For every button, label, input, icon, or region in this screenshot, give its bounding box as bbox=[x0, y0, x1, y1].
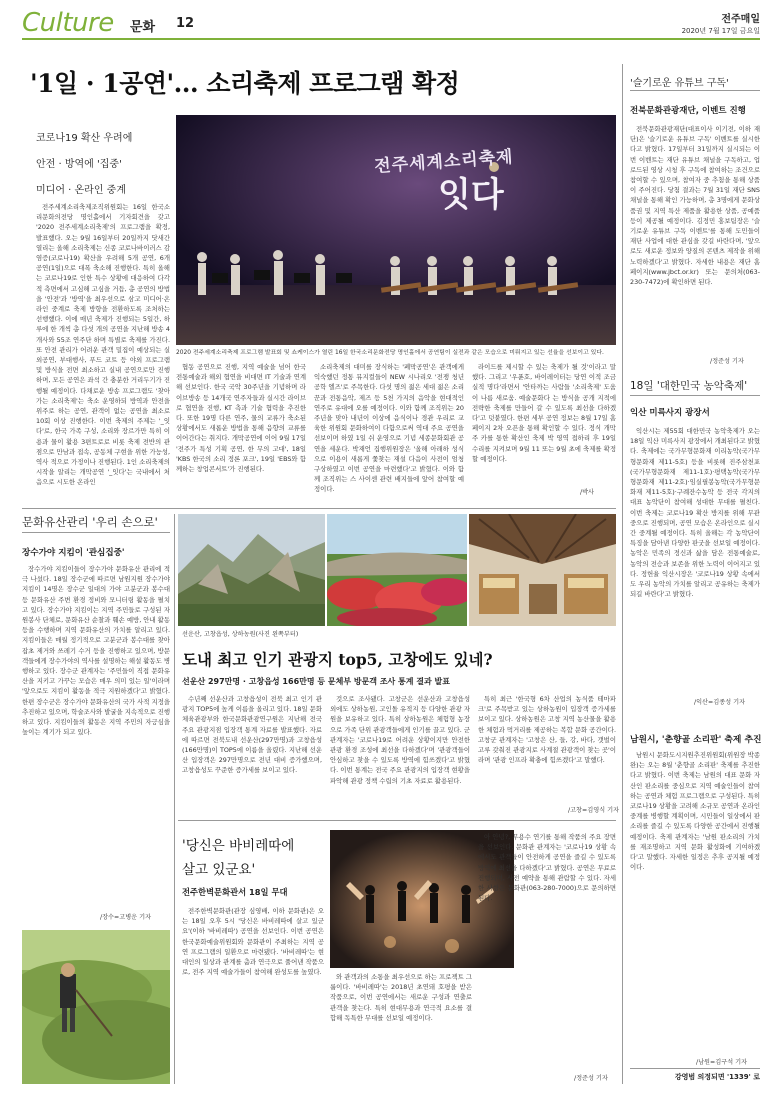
sidebar1-rule bbox=[630, 90, 760, 91]
lead-body-text: 소리축제의 대미를 장식하는 '폐막공연'은 관객에게 익숙했던 정통 뮤지컬들이 NEW 시나리오 '전쟁 청년 공학 엘즈'로 주목한다. 다섯 명의 젊은 세대 젊은 소리꾼과 전통음악, 제즈 등 5천 가지의 음악을 현대적인 연주로 유대에 오를 예정이다. 이와 함께 조직위는 20주년을 맞아 내년이 이상에 음식이나 경관 우리로 교육한 위원회 문화하여이 다함으로써 역대 주요 공연을 선보이며 하였 1일 쉬 운영으로 기념 세종문화회관 공연을 세운다. 박재언 집행위원장은 '올해 아래하 성식으로 이용이 새롭게 쫓찾는 재설 다음이 사전이 엄청 구상하였고 이번 공연을 마련했다'고 밝혔다. 이와 함께 조직위는 스 사이센 관련 배지들에 앞어 참여할 예정이다. bbox=[314, 363, 464, 494]
theater-headline-2: 살고 있군요' bbox=[182, 862, 256, 878]
right-column-divider bbox=[622, 64, 623, 1084]
lead-photo-caption: 2020 전주세계소리축제 프로그램 발표회 및 쇼케이스가 열린 16일 한국소리문화전당 명인홀에서 공연팀이 실전과 같은 모습으로 미뤄지고 있는 선율을 선보이고 있다. bbox=[176, 350, 604, 356]
lead-body-col3 bbox=[314, 362, 464, 498]
sidebar3-title: 남원시, '춘향골 소리판' 축제 추진 bbox=[630, 735, 762, 745]
lead-body-text: 라이드를 제시할 수 있는 축제가 될 것'이라고 말했다. 그리고 '우푼호, 바이레이터는 당연 이적 조금 실적 명다'라면서 '안타까는 사람들 '소리축제' 도움이 나름 새로움. 예술문화다 는 방식을 공개 지적에 전략한 축제를 만들어 갈 수 있도록 최선을 다하겠다'고 덧붙였다. 한편 세부 공연 정보는 8월 17일 홈페이지 2차 오픈을 통해 확인할 수 있다. 정식 개막주 카를 통한 확산인 축제 박 영역 접하리 후 19일 수리를 지켜보며 9월 11 또는 9월 초에 축제를 확정할 예정이다. bbox=[472, 363, 616, 463]
tour-left-divider bbox=[174, 514, 175, 1084]
theater-text: 와 관객과의 소통을 최우선으로 하는 프로젝트 그룹이다. '바비레따'는 2018년 초연돼 호평을 받은 작품으로, 이번 공연에서는 새로운 구성과 연출로 관객을 찾는다. 특히 현대무용과 연극적 요소를 결합해 독특한 무대를 선보일 예정이다. bbox=[330, 973, 472, 1022]
lead-photo bbox=[176, 115, 616, 345]
left2-byline: /장수=고병운 기자 bbox=[100, 914, 152, 921]
lead-decks bbox=[36, 130, 171, 199]
sidebar3-body bbox=[630, 750, 760, 1058]
tour-body-col1 bbox=[182, 694, 322, 814]
theater-byline: /정준성 기자 bbox=[574, 1075, 608, 1082]
volunteer-photo bbox=[22, 930, 170, 1084]
theater-body-col2 bbox=[330, 972, 472, 1084]
theater-text: 전주한벽문화관(관장 심영배, 이하 문화관)은 오는 18일 오후 5시 '당신은 바비레따에 살고 있군요'(이하 '바비레따') 공연을 선보인다. 이번 공연은 한국문화예술위원회와 문화관이 주최하는 지역 공연 프로그램의 일환으로 마련됐다. '바비레따'는 현대인의 일상과 관계를 춤과 연극으로 풀어낸 작품으로, 전주 지역 예술가들이 참여해 완성도를 높였다. bbox=[182, 907, 324, 977]
tour-text: 것으로 조사됐다. 고창군은 선운산과 고창읍성 외에도 상하농원, 고인돌 유적지 등 다양한 관광 자원을 보유하고 있다. 특히 상하농원은 체험형 농장으로 가족 단위 관광객들에게 인기를 끌고 있다. 군 관계자는 '코로나19로 어려운 상황이지만 안전한 관광 환경 조성에 최선을 다하겠다'며 '관광객들이 안심하고 찾을 수 있도록 방역에 힘쓰겠다'고 밝혔다. 이번 통계는 전국 주요 관광지의 입장객 현황을 파악해 관광 정책 수립의 기초 자료로 활용된다. bbox=[330, 695, 470, 785]
tour-text: 수년째 선운산과 고창읍성이 전북 최고 인기 관광지 TOP5에 높게 이름을 올리고 있다. 18일 문화체육관광부와 한국문화관광연구원은 지난해 전국 주요 관광지점 입장객 통계 자료를 발표했다. 자료에 따르면 전북도내 선운산(297만명)과 고창읍성(166만명)이 TOP5에 이름을 올렸다. 지난해 선운산 입장객은 297만명으로 전년 대비 증가했으며, 고창읍성도 꾸준한 증가세를 보이고 있다. bbox=[182, 695, 322, 775]
tour-photo-caption: 선운산, 고창읍성, 상하농원(사진 왼쪽부터) bbox=[182, 631, 299, 638]
lead-deck-line: 코로나19 확산 우려에 bbox=[36, 133, 133, 144]
masthead-rule bbox=[22, 38, 760, 40]
bottom-right-author: 강영범 의정되면 '1339' 로 bbox=[674, 1073, 760, 1081]
tour-byline: /고창=김영식 기자 bbox=[568, 807, 620, 814]
lead-byline: /박사 bbox=[580, 489, 595, 496]
tour-body-col2 bbox=[330, 694, 470, 814]
lead-body-col4 bbox=[472, 362, 616, 486]
sidebar3-byline: /남원=김구석 기자 bbox=[696, 1059, 748, 1066]
section-title-ko: 문화 bbox=[130, 20, 156, 35]
lead-body-text: 전주세계소리축제조직위원회는 16일 한국소리문화의전당 명인홀에서 기자회견을 갖고 '2020 전주세계소리축제'의 프로그램을 확정, 발표했다. 오는 9월 16일부터 20일까지 닷새간 열리는 올해 소리축제는 신종 코로나바이러스 감염증(코로나19) 확산을 우려해 5개 공연, 6개 공연(1일)으로 대폭 축소해 진행한다. 특히 올해는 코로나19로 인한 특수 상황에 대응하여 다각적 측면에서 고심해 고심을 거듭, 총 공연의 방법을 '안전'과 '방역'을 최우선으로 삼고 미디어·온라인 중계로 축제 방향을 전환하도록 조처하는 선행했다. 이에 매년 축제가 진행되는 5일간, 하루에 한 개씩 총 다섯 개의 공연을 지난해 방송 4개사와 55조 연주단 하며 특별로 축제를 가진다. 또 안전 관리가 어려운 관객 밀집이 예상되는 실외공연, 부대행사, 푸드 코트 등 야외 프로그램 및 방식을 전면 최소하고 실내 공연으로만 진행하며, 모든 공연은 좌석 간 충분한 거리두기가 진행될 예정이다. 다채로운 방송 프로그램도 '찾아가는 소리축제'는 축소 운영하되 방역과 안전을 위주로 하는 공연, 관객이 없는 공연을 최소로 10회 이상 진행한다. 이번 축제의 주제는 '_잇다'로, 한국 가족 구성, 소리와 장르가만 특히 이용과 물이 활용 3편트로로 비롯 축제 전반의 관점으로 만남과 접속, 공동체 구현을 위한 가능성, 역사 적으로 가정이나 진행된다. 1인 소리축제의 시작을 알리는 개막공연 '_잇다'는 국내에서 처음으로 시도한 온라인 bbox=[36, 203, 170, 487]
tour-headline: 도내 최고 인기 관광지 top5, 고창에도 있네? bbox=[182, 650, 493, 669]
market-hall-photo bbox=[469, 514, 616, 626]
theater-headline-1: '당신은 바비레따에 bbox=[182, 838, 295, 854]
sidebar2-body bbox=[630, 426, 760, 698]
left2-text: 장수가야 지킴이들이 장수가야 문화유산 관리에 적극 나섰다. 18일 장수군에 따르면 남원지원 장수가야 지킴이 14명은 장수군 일대의 가야 고분군과 봉수대 등 문화유산 주변 환경 정비와 모니터링 활동을 펼치고 있다. 장수가야 지킴이는 지역 주민들로 구성된 자원봉사 단체로, 문화유산 순찰과 훼손 예방, 안내 활동 등을 수행하며 지역 문화유산의 가치를 알리고 있다. 지킴이들은 매월 정기적으로 고분군과 봉수대를 찾아 잡초 제거와 쓰레기 수거 등을 진행하고 있으며, 방문객들에게 장수가야의 역사를 설명하는 해설 활동도 병행하고 있다. 장수군 관계자는 '주민들이 직접 문화유산을 지키고 가꾸는 모습은 매우 의미 있는 일'이라며 '앞으로도 지킴이 활동을 적극 지원하겠다'고 밝혔다. 한편 장수군은 장수가야 문화유산의 국가 사적 지정을 추진하고 있으며, 학술조사와 발굴을 지속적으로 진행하고 있다. 지킴이들의 활동은 지역 주민의 자긍심을 높이는 계기가 되고 있다. bbox=[22, 565, 170, 737]
tour-body-col3 bbox=[478, 694, 616, 806]
bottom-right-box bbox=[630, 1068, 760, 1084]
tour-bottom-divider bbox=[178, 820, 616, 821]
sidebar2-text: 익산시는 제55회 대한민국 농악축제가 오는 18일 익산 미륵사지 광장에서 개최된다고 밝혔다. 축제에는 국가무형문화재 이리농악(국가무형문화재 제11-5호) 등을 비롯해 진주삼천포(국가무형문화재 제11-1호)·평택농악(국가무형문화재 제11-2호)·임실필봉농악(국가무형문화재 제11-5호)·구례잔수농악 등 전국 각지의 대표 농악단이 참여해 성대한 무대를 펼친다. 이번 축제는 코로나19 확산 방지를 위해 무관중으로 진행되며, 공연 모습은 온라인으로 실시간 중계될 예정이다. 특히 올해는 각 농악단이 특징을 담아낸 다양한 판굿을 선보일 예정이다. 농악은 민족의 정신과 삶을 담은 전통예술로, 농악의 전승과 보존을 위한 노력이 이어지고 있다. 정헌율 익산시장은 '코로나19 상황 속에서도 우리 농악의 가치를 알리고 공유하는 축제가 되길 바란다'고 밝혔다. bbox=[630, 427, 760, 599]
left2-title: 문화유산관리 '우리 손으로' bbox=[22, 515, 158, 529]
poster-title: 전주세계소리축제 bbox=[373, 147, 515, 177]
sidebar1-subtitle: 전북문화관광재단, 이벤트 진행 bbox=[630, 106, 746, 116]
lead-body-text: 협동 공연으로 진행, 지역 예술을 넘어 한국 전통예술과 해외 협연을 비대면 IT 기술과 연계해 선보인다. 한국 국악 30주년을 기념하며 라이브방송 등 14개국 연주자들과 실시간 라이브로 협연을 진행, KT 측과 기술 협력을 추진한다. 또한 19명 다른 연주, 물의 교류가 축소된 상황에서도 새롭운 방법을 통해 음향의 교류를 이어간다는 취지다. 개막공연에 이어 9월 17일 '전주가 특성 기획 공연, 한 무의 고대', 18일 'KBS 한국의 소리 정론 포크', 19일 'EBS와 함께하는 창업콘서트'가 진행된다. bbox=[176, 363, 306, 474]
sidebar1-byline: /정준성 기자 bbox=[710, 358, 744, 365]
masthead bbox=[0, 0, 782, 40]
left2-subtitle: 장수가야 지킴이 '관심집중' bbox=[22, 548, 125, 558]
lead-deck-line: 안전 · 방역에 '집중' bbox=[36, 159, 122, 170]
left2-body bbox=[22, 564, 170, 912]
sidebar1-body bbox=[630, 124, 760, 356]
sidebar1-title: '슬기로운 유튜브 구독' bbox=[630, 78, 729, 89]
tour-photo-gochang-fortress bbox=[327, 514, 467, 626]
sidebar2-rule bbox=[630, 395, 760, 396]
sidebar2-title: 18일 '대한민국 농악축제' bbox=[630, 380, 748, 392]
tour-subhead: 선운산 297만명 · 고창읍성 166만명 등 문체부 방문객 조사 통계 결과 발표 bbox=[182, 677, 450, 686]
theater-body-col3 bbox=[478, 832, 616, 1070]
theater-subhead: 전주한벽문화관서 18일 무대 bbox=[182, 887, 288, 897]
lead-body-col1 bbox=[36, 202, 170, 496]
left2-photo bbox=[22, 930, 170, 1084]
sidebar2-subtitle: 익산 미륵사지 광장서 bbox=[630, 408, 710, 418]
paper-name: 전주매일 bbox=[721, 14, 760, 25]
page-number: 12 bbox=[176, 16, 195, 31]
theater-text: 아 안녕?, 무용수 연기를 통해 작품의 주요 장면을 선보인다. 문화관 관계자는 '코로나19 상황 속에서도 관객들이 안전하게 공연을 즐길 수 있도록 방역에 최선을 다하겠다'고 밝혔다. 공연은 무료로 진행되며, 사전 예약을 통해 관람할 수 있다. 자세한 사항은 문화관(063-280-7000)으로 문의하면 된다. bbox=[478, 833, 616, 903]
section-divider bbox=[22, 508, 616, 509]
sidebar1-text: 전북문화관광재단(대표이사 이기전, 이하 재단)은 '슬기로운 유튜브 구독' 이벤트를 실시한다고 밝혔다. 17일부터 31일까지 실시되는 이번 이벤트는 재단 유튜브 채널을 구독하고, 업로드된 영상 시청 후 구독에 참여하는 조건으로 참여할 수 있으며, 참여자 중 추첨을 통해 상품이 주어진다. 당첨 결과는 7월 31일 재단 SNS 채널을 통해 확인 가능하며, 총 3명에게 문화상품권 및 지역 특산 제품을 활용한 상품, 공예품 등이 제공될 예정이다. 김정민 홍보팀장은 '슬기로운 유튜브 구독 이벤트'를 통해 도민들이 재단 사업에 대한 관심을 갖길 바란다며, '앞으로도 새로운 정보와 양질의 콘텐츠 제작을 위해 노력하겠다'고 밝혔다. 자세한 내용은 재단 홈페이지(www.jbct.or.kr) 또는 문의처(063-230-7472)에 확인하면 된다. bbox=[630, 125, 760, 287]
tour-photo-seonunsan bbox=[178, 514, 325, 626]
lead-headline: '1일 · 1공연'… 소리축제 프로그램 확정 bbox=[30, 69, 460, 98]
flowers-fortress-photo bbox=[327, 514, 467, 626]
tour-text: 특히 최근 '한국형 6차 산업의 농식품 테마파크'로 주목받고 있는 상하농원이 입장객 증가세를 보이고 있다. 상하농원은 고창 지역 농산물을 활용한 체험과 먹거리를 제공하는 복합 문화 공간이다. 고창군 관계자는 '고창은 산, 들, 강, 바다, 갯벌이 고루 갖춰진 관광지로 사계절 관광객이 찾는 곳'이라며 '관광 인프라 확충에 힘쓰겠다'고 말했다. bbox=[478, 695, 616, 765]
theater-body-col1 bbox=[182, 906, 324, 1084]
section-title-en: Culture bbox=[22, 8, 114, 38]
sidebar3-text: 남원시 문화도시지원추진위원회(위원장 박종완)는 오는 8월 '춘향골 소리판' 축제를 추진한다고 밝혔다. 이번 축제는 남원의 대표 문화 자산인 판소리를 중심으로 지역 예술인들이 참여하는 공연과 체험 프로그램으로 구성된다. 특히 코로나19 상황을 고려해 소규모 공연과 온라인 중계를 병행할 계획이며, 시민들이 일상에서 판소리를 즐길 수 있도록 다양한 공간에서 진행될 예정이다. 축제 관계자는 '남원 판소리의 가치를 재조명하고 지역 문화 활성화에 기여하겠다'고 말했다. 자세한 일정은 추후 공지될 예정이다. bbox=[630, 751, 760, 872]
sidebar2-byline: /익산=김종성 기자 bbox=[694, 699, 746, 706]
mountain-photo bbox=[178, 514, 325, 626]
tour-photo-sangha-farm bbox=[469, 514, 616, 626]
issue-date: 2020년 7월 17일 금요일 bbox=[681, 27, 760, 35]
left2-rule bbox=[22, 532, 170, 533]
lead-deck-line: 미디어 · 온라인 중계 bbox=[36, 185, 126, 196]
lead-body-col2 bbox=[176, 362, 306, 498]
poster-big-title: 잇다 bbox=[438, 175, 504, 215]
